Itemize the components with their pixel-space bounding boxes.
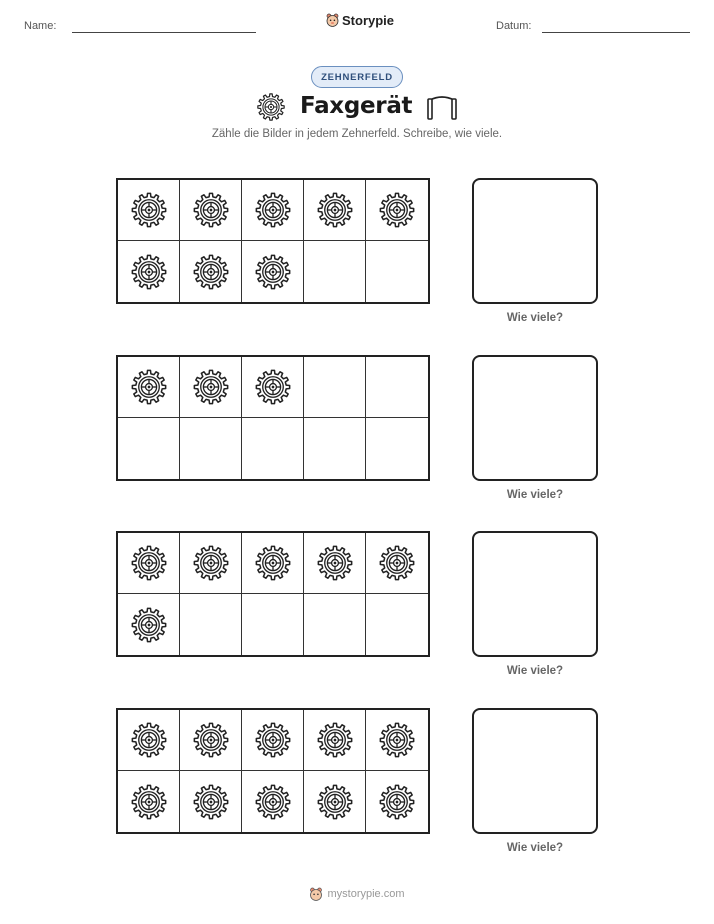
- gear-icon: [130, 368, 168, 406]
- ten-frame-cell: [304, 241, 366, 302]
- ten-frame-cell: [366, 241, 428, 302]
- gear-icon: [378, 544, 416, 582]
- ten-frame-cell: [118, 710, 180, 771]
- gear-icon: [130, 606, 168, 644]
- ten-frame-cell: [180, 533, 242, 594]
- name-line[interactable]: [72, 32, 256, 33]
- gear-icon: [130, 253, 168, 291]
- ten-frame-cell: [242, 180, 304, 241]
- ten-frame-cell: [242, 418, 304, 479]
- ten-frame-cell: [180, 180, 242, 241]
- ten-frame: [116, 708, 430, 834]
- how-many-label: Wie viele?: [506, 312, 564, 324]
- gear-icon: [192, 721, 230, 759]
- brand-logo: [326, 13, 394, 28]
- gear-icon: [378, 783, 416, 821]
- gear-icon: [192, 368, 230, 406]
- ten-frame-cell: [242, 357, 304, 418]
- ten-frame-cell: [242, 771, 304, 832]
- gear-icon: [130, 191, 168, 229]
- gear-icon: [316, 721, 354, 759]
- ten-frame-cell: [304, 180, 366, 241]
- how-many-label: Wie viele?: [506, 665, 564, 677]
- answer-box[interactable]: [472, 355, 598, 481]
- gear-icon: [254, 253, 292, 291]
- ten-frame-cell: [118, 533, 180, 594]
- ten-frame-cell: [118, 771, 180, 832]
- ten-frame-cell: [366, 771, 428, 832]
- ten-frame-cell: [304, 710, 366, 771]
- ten-frame-cell: [118, 180, 180, 241]
- brand-name: Storypie: [342, 13, 395, 28]
- ten-frame-cell: [180, 771, 242, 832]
- footer: [0, 884, 714, 904]
- ten-frame-cell: [366, 418, 428, 479]
- how-many-label: Wie viele?: [506, 842, 564, 854]
- worksheet-header: [0, 0, 714, 50]
- instructions: Zähle die Bilder in jedem Zehnerfeld. Schreibe, wie viele.: [211, 128, 503, 140]
- ten-frame-cell: [118, 594, 180, 655]
- ten-frame: [116, 178, 430, 304]
- gear-icon: [316, 191, 354, 229]
- ten-frame-cell: [304, 418, 366, 479]
- footer-site: mystorypie.com: [327, 888, 405, 900]
- ten-frame-cell: [304, 771, 366, 832]
- ten-frame-cell: [366, 594, 428, 655]
- gear-icon: [130, 721, 168, 759]
- ten-frame-cell: [242, 594, 304, 655]
- ten-frame-cell: [180, 357, 242, 418]
- gear-icon: [254, 721, 292, 759]
- ten-frame-cell: [366, 710, 428, 771]
- page-title: Faxgerät: [300, 93, 413, 119]
- gear-icon: [192, 253, 230, 291]
- ten-frame: [116, 531, 430, 657]
- ten-frame-cell: [242, 241, 304, 302]
- gear-icon: [254, 544, 292, 582]
- ten-frame-cell: [118, 418, 180, 479]
- gear-icon: [378, 191, 416, 229]
- date-label: Datum:: [496, 20, 532, 32]
- ten-frame-cell: [304, 594, 366, 655]
- date-line[interactable]: [542, 32, 690, 33]
- gear-icon: [192, 191, 230, 229]
- gear-icon: [316, 783, 354, 821]
- topic-badge: ZEHNERFELD: [311, 66, 403, 88]
- gear-icon: [130, 783, 168, 821]
- ten-frame-cell: [118, 357, 180, 418]
- answer-box[interactable]: [472, 708, 598, 834]
- gear-icon: [378, 721, 416, 759]
- gear-icon: [316, 544, 354, 582]
- ten-frame-cell: [304, 533, 366, 594]
- ten-frame-cell: [366, 533, 428, 594]
- ten-frame-cell: [304, 357, 366, 418]
- gear-icon: [256, 92, 286, 122]
- title-row: [0, 90, 714, 124]
- gear-icon: [130, 544, 168, 582]
- answer-box[interactable]: [472, 531, 598, 657]
- ten-frame-cell: [366, 180, 428, 241]
- ten-frame-cell: [242, 710, 304, 771]
- ten-frame-cell: [180, 418, 242, 479]
- gear-icon: [254, 191, 292, 229]
- answer-box[interactable]: [472, 178, 598, 304]
- name-label: Name:: [24, 20, 57, 32]
- ten-frame-cell: [180, 241, 242, 302]
- ten-frame-cell: [242, 533, 304, 594]
- gear-icon: [192, 783, 230, 821]
- ten-frame-cell: [180, 710, 242, 771]
- cable-icon: [424, 95, 460, 121]
- ten-frame-cell: [180, 594, 242, 655]
- gear-icon: [192, 544, 230, 582]
- how-many-label: Wie viele?: [506, 489, 564, 501]
- ten-frame: [116, 355, 430, 481]
- gear-icon: [254, 368, 292, 406]
- mascot-icon: [309, 887, 323, 902]
- mascot-icon: [326, 13, 339, 28]
- ten-frame-cell: [366, 357, 428, 418]
- ten-frame-cell: [118, 241, 180, 302]
- gear-icon: [254, 783, 292, 821]
